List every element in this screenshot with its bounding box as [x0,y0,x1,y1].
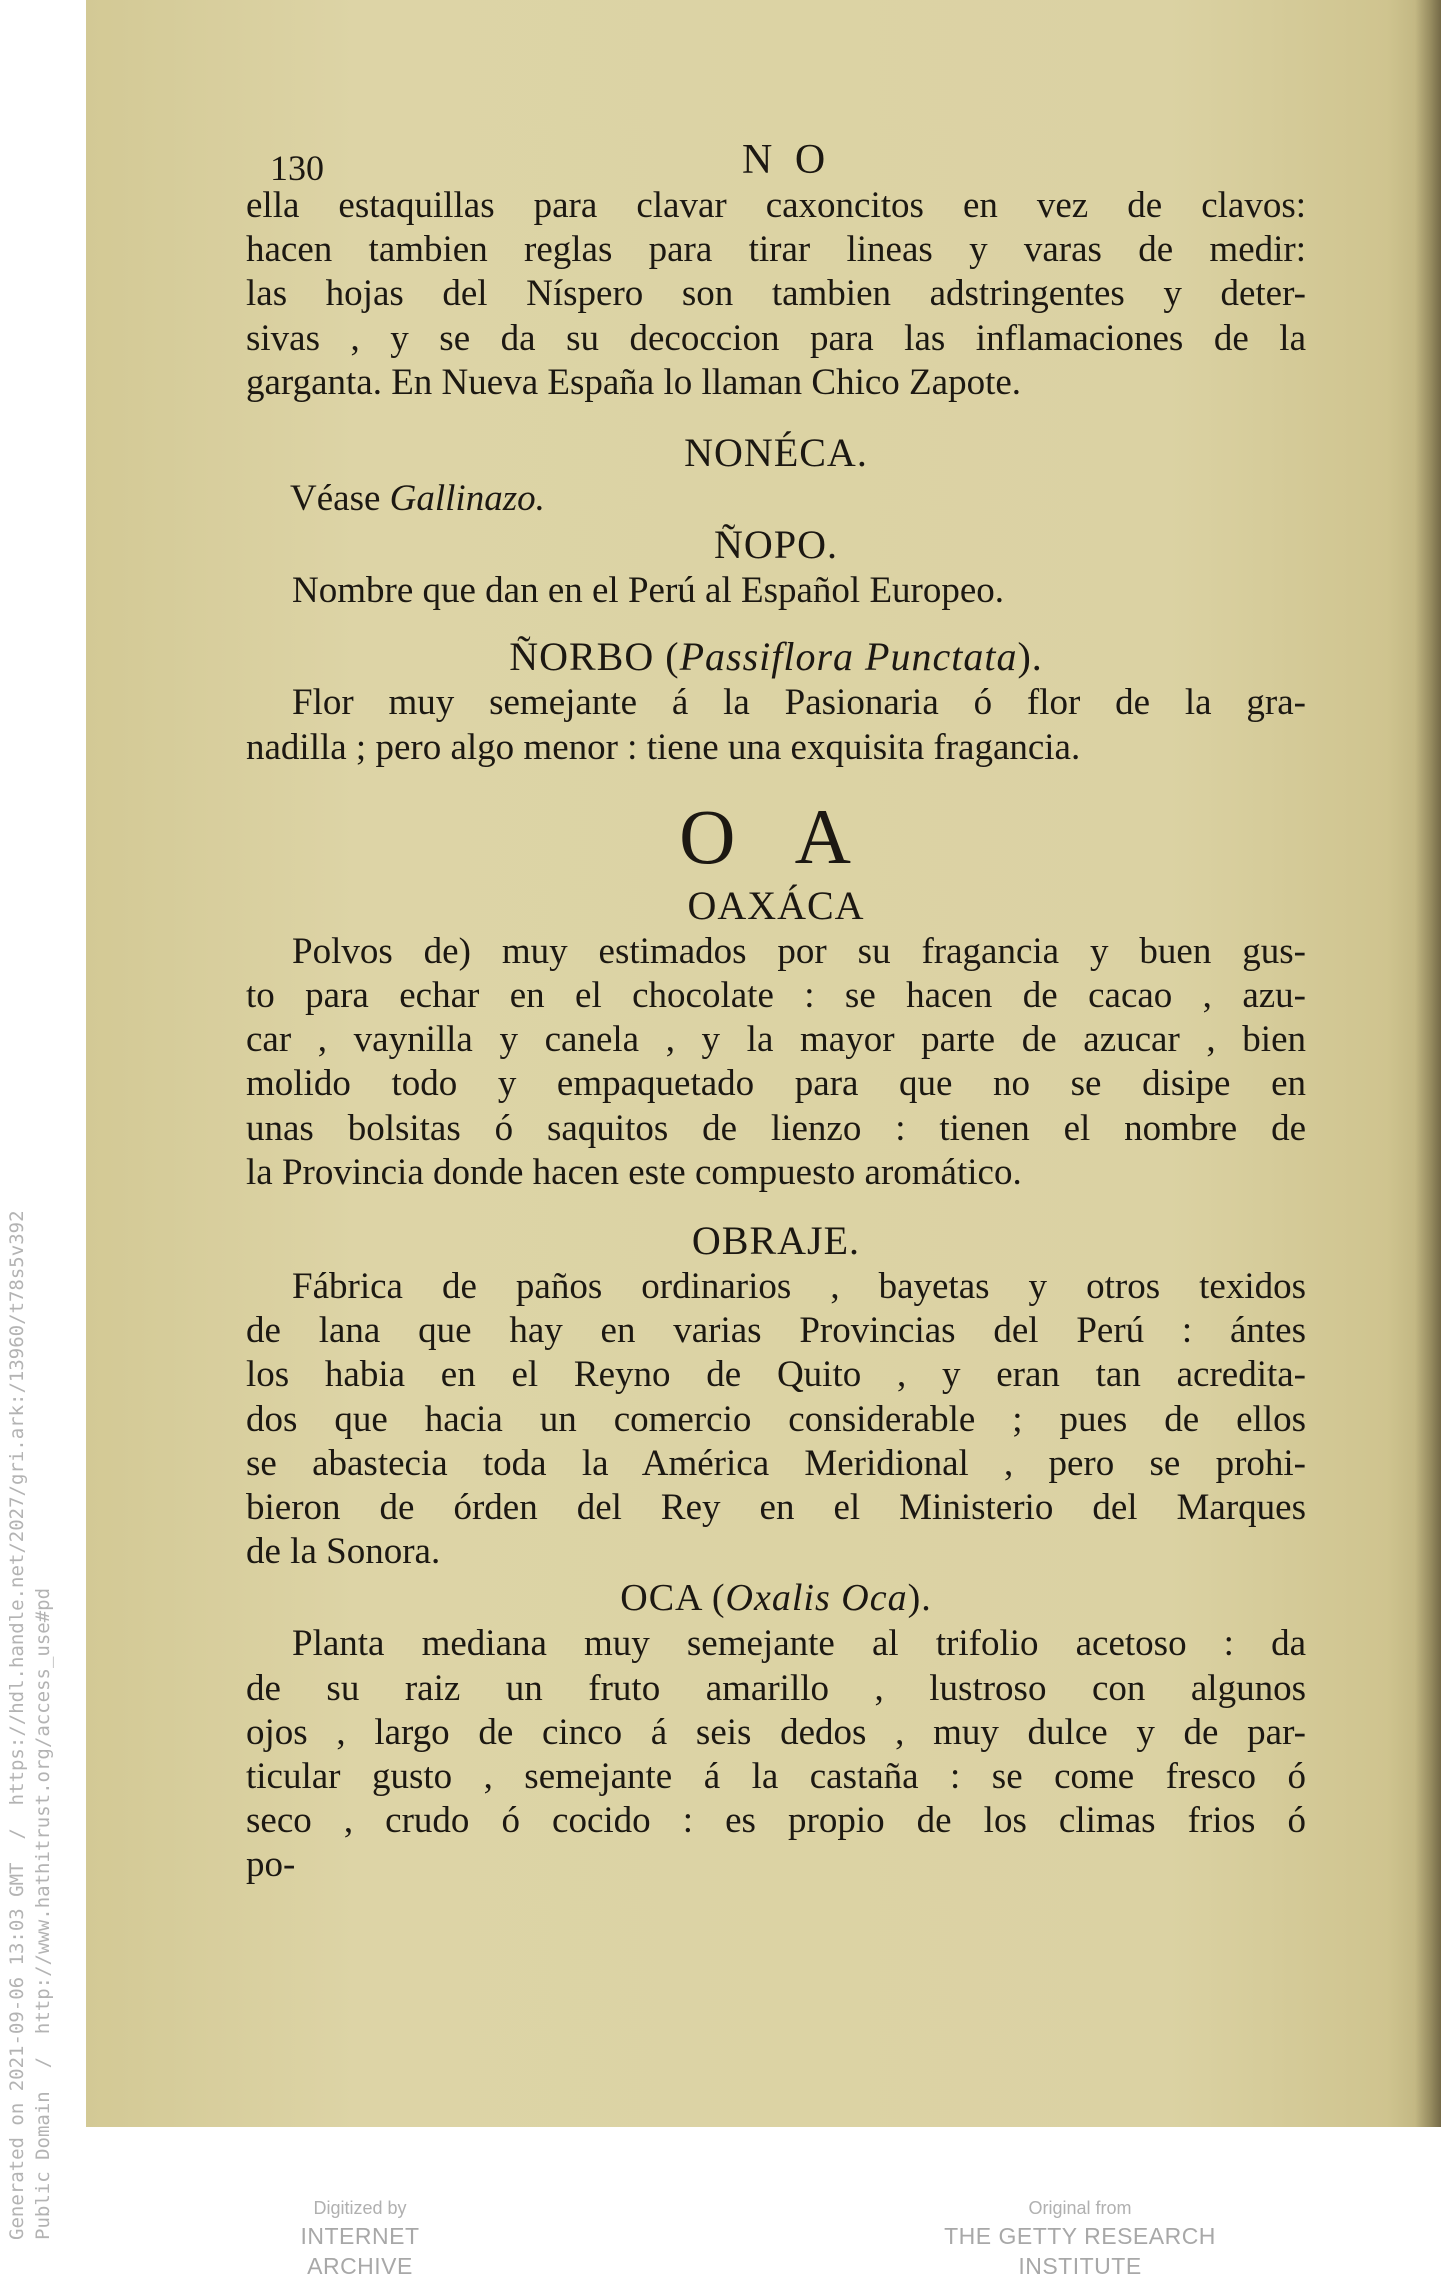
text-line: Flor muy semejante á la Pasionaria ó flor de la gra- [292,682,1306,724]
page-text [246,137,1306,1888]
text-line: de lana que hay en varias Provincias del Perú : ántes [246,1310,1306,1352]
page-number: 130 [270,148,324,188]
running-head [246,137,1306,188]
hathitrust-side-note [4,1100,64,2240]
text-line: unas bolsitas ó saquitos de lienzo : tienen el nombre de [246,1107,1306,1149]
latin-name: Oxalis Oca [725,1577,908,1620]
section-heading: O A [679,792,873,880]
latin-open: ( [665,634,680,680]
latin-close: ). [907,1577,932,1620]
headword: ÑORBO [509,634,655,680]
text-line: ella estaquillas para clavar caxoncitos en vez de clavos: [246,185,1306,226]
entry-norbo [246,633,1306,769]
headword-with-latin [246,633,1306,681]
entry-noneca [246,429,1306,521]
footer-right [880,2195,1280,2281]
text-line: dos que hacia un comercio considerable ; pues de ellos [246,1398,1306,1440]
text-line: car , vaynilla y canela , y la mayor parte de azucar , bien [246,1019,1306,1061]
text-line: Nombre que dan en el Perú al Español Europeo. [292,570,1005,612]
entry-oaxaca [246,882,1306,1195]
definition [246,1265,1306,1574]
entry-oca [246,1574,1306,1887]
text-line: de su raiz un fruto amarillo , lustroso con algunos [246,1667,1306,1709]
latin-close: ). [1017,634,1043,680]
running-head-letters: N O [742,137,832,183]
see-reference [246,477,1306,521]
text-line: seco , crudo ó cocido : es propio de los climas frios ó [246,1800,1306,1842]
definition [246,569,1306,613]
definition [246,1622,1306,1843]
text-line: Polvos de) muy estimados por su fragancia y buen gus- [292,930,1306,972]
see-target: Gallinazo. [389,478,545,520]
text-line: los habia en el Reyno de Quito , y eran tan acredita- [246,1354,1306,1396]
text-line: nadilla ; pero algo menor : tiene una exquisita fragancia. [246,726,1081,768]
text-line: ticular gusto , semejante á la castaña : se come fresco ó [246,1756,1306,1798]
text-line: garganta. En Nueva España lo llaman Chico Zapote. [246,361,1022,403]
entry-nopo [246,521,1306,613]
headword: OCA [620,1577,702,1620]
definition [246,681,1306,769]
footer-left-caption: Digitized by [313,2198,407,2218]
headword: NONÉCA. [684,430,868,476]
footer-left [250,2195,470,2281]
text-line: molido todo y empaquetado para que no se disipe en [246,1063,1306,1105]
text-line: se abastecia toda la América Meridional , pero se prohi- [246,1442,1306,1484]
text-line: de la Sonora. [246,1531,441,1573]
headword: OAXÁCA [687,882,865,928]
headword-with-latin [246,1574,1306,1622]
page-edge-shadow [1415,0,1441,2127]
entry-obraje [246,1217,1306,1574]
text-line: bieron de órden del Rey en el Ministerio del Marques [246,1487,1306,1529]
footer-right-caption: Original from [1028,2198,1132,2218]
text-line: sivas , y se da su decoccion para las inflamaciones de la [246,317,1306,359]
text-line: Planta mediana muy semejante al trifolio acetoso : da [292,1623,1306,1665]
catchword: po- [246,1844,296,1886]
footer-right-title: THE GETTY RESEARCH INSTITUTE [944,2223,1216,2279]
latin-name: Passiflora Punctata [679,634,1018,680]
see-prefix: Véase [290,478,390,520]
text-line: ojos , largo de cinco á seis dedos , muy dulce y de par- [246,1711,1306,1753]
text-line: las hojas del Níspero son tambien adstringentes y deter- [246,273,1306,315]
latin-open: ( [711,1577,726,1620]
footer-left-title: INTERNET ARCHIVE [300,2223,420,2279]
text-line: la Provincia donde hacen este compuesto aromático. [246,1151,1022,1193]
text-line: hacen tambien reglas para tirar lineas y varas de medir: [246,229,1306,271]
headword: OBRAJE. [691,1218,861,1264]
text-line: to para echar en el chocolate : se hacen de cacao , azu- [246,975,1306,1017]
definition [246,930,1306,1195]
text-line: Fábrica de paños ordinarios , bayetas y otros texidos [292,1266,1306,1308]
side-note-text: Generated on 2021-09-06 13:03 GMT / https://hdl.handle.net/2027/gri.ark:/13960/t78s5v392 Public Domain / http://www.hathitrust.org/access_use#pd [6,1210,54,2240]
continuation-paragraph [246,184,1306,405]
headword: ÑOPO. [714,522,838,568]
